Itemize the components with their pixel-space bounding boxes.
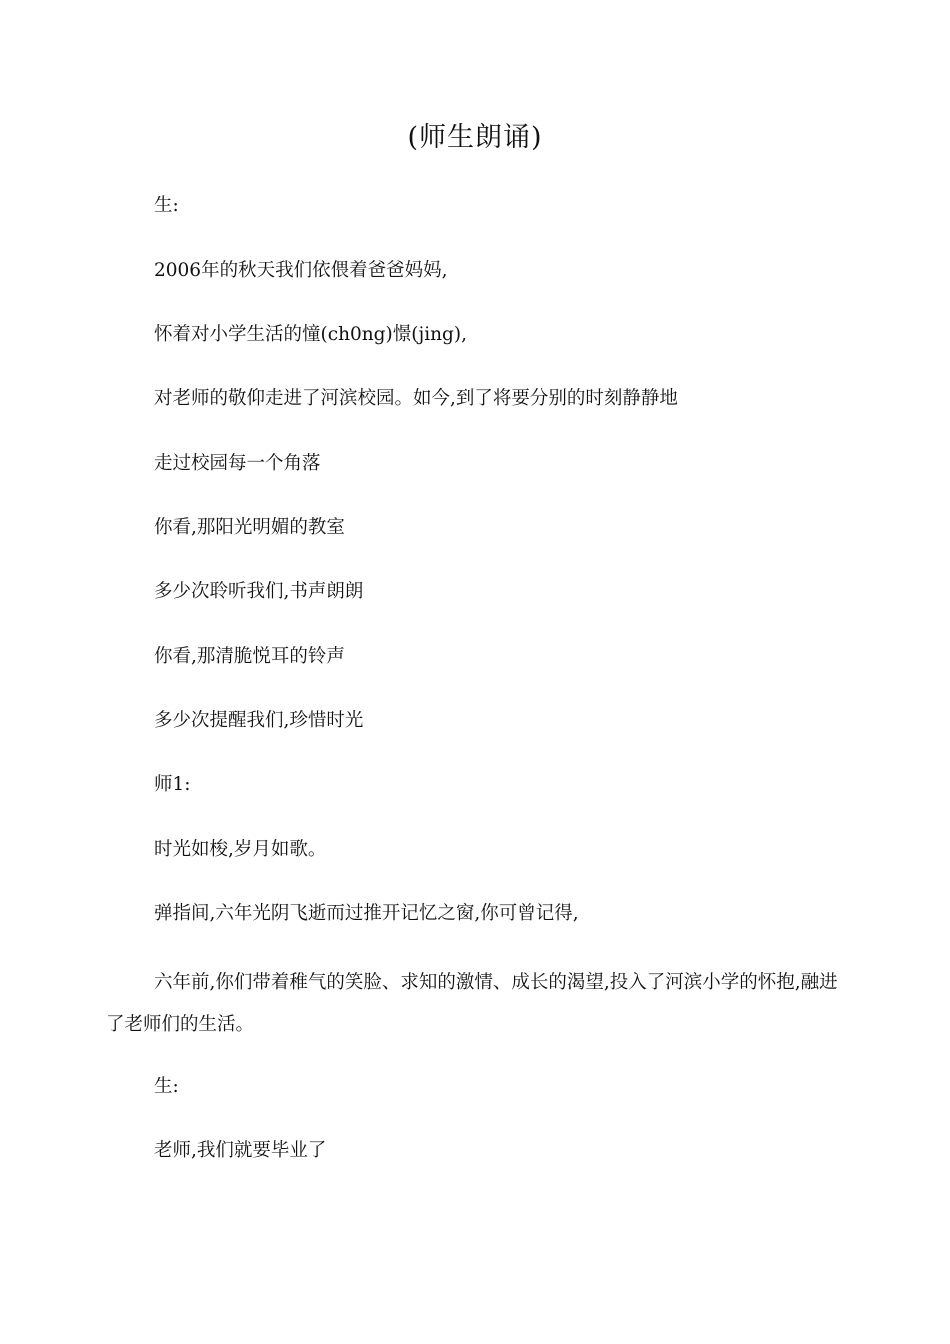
text-line: 生: [154, 195, 179, 216]
text-line: 怀着对小学生活的憧(ch0ng)憬(jing), [154, 324, 467, 345]
text-paragraph: 六年前,你们带着稚气的笑脸、求知的激情、成长的渴望,投入了河滨小学的怀抱,融进了老师们的生活。 [106, 972, 838, 1035]
text-line: 2006年的秋天我们依偎着爸爸妈妈, [154, 260, 448, 281]
text-line: 生: [154, 1076, 179, 1097]
text-line: 师1: [154, 774, 191, 795]
text-line: 走过校园每一个角落 [154, 453, 321, 474]
text-line: 时光如梭,岁月如歌。 [154, 839, 327, 860]
text-line: 对老师的敬仰走进了河滨校园。如今,到了将要分别的时刻静静地 [154, 388, 678, 409]
document-title: (师生朗诵) [407, 122, 543, 153]
text-line: 你看,那清脆悦耳的铃声 [154, 646, 345, 667]
text-line: 多少次提醒我们,珍惜时光 [154, 710, 364, 731]
text-line: 多少次聆听我们,书声朗朗 [154, 581, 364, 602]
text-line: 弹指间,六年光阴飞逝而过推开记忆之窗,你可曾记得, [154, 903, 579, 924]
text-line: 你看,那阳光明媚的教室 [154, 517, 345, 538]
text-line: 老师,我们就要毕业了 [154, 1140, 327, 1161]
